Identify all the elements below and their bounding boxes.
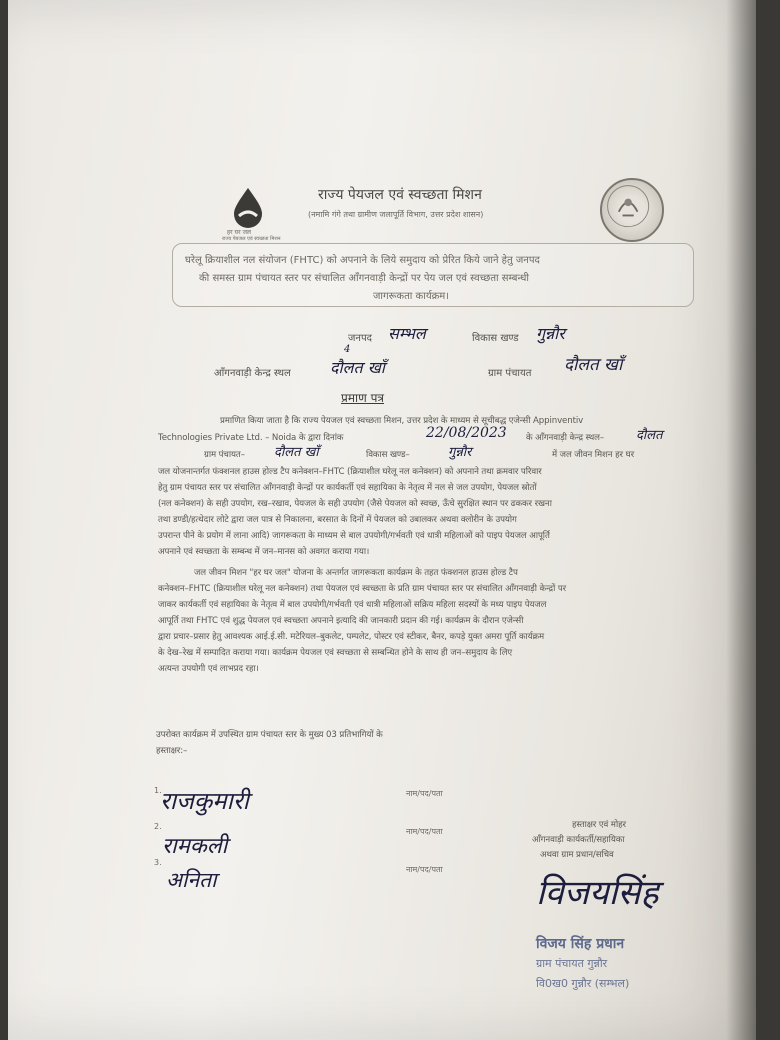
- banner-line-2: की समस्त ग्राम पंचायत स्तर पर संचालित आँगनवाड़ी केन्द्रों पर पेय जल एवं स्वच्छता सम्बन्धी: [199, 273, 530, 284]
- attendees-intro-2: हस्ताक्षर:–: [156, 746, 188, 756]
- para1-line-3: के आँगनवाड़ी केन्द्र स्थल–: [526, 433, 605, 443]
- para2-line-2: कनेक्शन–FHTC (क्रियाशील घरेलू नल कनेक्शन) तथा पेयजल एवं स्वच्छता के प्रति ग्राम पंचायत स्तर पर संचालित आँगनवाड़ी केन्द्रों पर: [158, 584, 567, 594]
- attendee-3-signature: अनिता: [166, 868, 217, 892]
- signatory-line-2: आँगनवाड़ी कार्यकर्ती/सहायिका: [532, 835, 625, 845]
- banner-line-1: घरेलू क्रियाशील नल संयोजन (FHTC) को अपनाने के लिये समुदाय को प्रेरित किये जाने हेतु जनपद: [185, 255, 540, 266]
- para1-date: 22/08/2023: [426, 425, 507, 441]
- signatory-signature: विजयसिंह: [536, 873, 659, 913]
- header-title: राज्य पेयजल एवं स्वच्छता मिशन: [318, 187, 482, 203]
- logo-caption-1: हर घर जल: [227, 229, 251, 236]
- para1-sthal: दौलत: [636, 428, 663, 443]
- para2-line-4: आपूर्ति तथा FHTC एवं शुद्ध पेयजल एवं स्वच्छता अपनाने इत्यादि की जानकारी प्रदान की गई। कार्यक्रम के दौरान एजेन्सी: [158, 616, 524, 626]
- para1-line-7: जल योजनान्तर्गत फंक्शनल हाउस होल्ड टैप कनेक्शन–FHTC (क्रियाशील घरेलू नल कनेक्शन) को अपनाने तथा क्रमवार परिवार: [158, 467, 542, 477]
- logo-caption-2: राज्य पेयजल एवं स्वच्छता मिशन: [222, 236, 281, 242]
- para1-line-10: तथा डण्डी/हत्थेदार लोटे द्वारा जल पात्र से निकालना, बरसात के दिनों में पेयजल को उबालकर अथवा क्लोरीन के उपयोग: [158, 515, 517, 525]
- banner-line-3: जागरूकता कार्यक्रम।: [373, 291, 450, 302]
- para2-line-5: द्वारा प्रचार–प्रसार हेतु आवश्यक आई.ई.सी. मटेरियल–बुकलेट, पम्पलेट, पोस्टर एवं स्टीकर, बैनर, कपड़े युक्त अमरा पूर्ति कार्यक्रम: [158, 632, 545, 642]
- up-government-emblem-icon: [600, 178, 664, 242]
- signatory-line-1: हस्ताक्षर एवं मोहर: [572, 820, 626, 830]
- janpad-value: सम्भल: [388, 324, 426, 343]
- attendee-3-num: 3.: [154, 858, 162, 867]
- para1-panchayat: दौलत खाँ: [274, 445, 319, 460]
- stamp-line-3: वि0ख0 गुन्नौर (सम्भल): [536, 977, 630, 990]
- attendee-2-signature: रामकली: [162, 834, 228, 859]
- attendee-3-caption: नाम/पद/पता: [406, 865, 443, 874]
- para1-line-4: ग्राम पंचायत–: [204, 450, 245, 460]
- aanganwadi-label: आँगनवाड़ी केन्द्र स्थल: [214, 368, 291, 379]
- para2-line-7: अत्यन्त उपयोगी एवं लाभप्रद रहा।: [158, 664, 259, 674]
- page-shadow: [726, 0, 756, 1040]
- document-title: प्रमाण पत्र: [341, 391, 385, 405]
- document-page: [8, 0, 756, 1040]
- para1-line-8: हेतु ग्राम पंचायत स्तर पर संचालित आँगनवाड़ी केन्द्रों पर कार्यकर्ती एवं सहायिका के नेतृत्व में नल से जल उपयोग, पेयजल स्रोतों: [158, 483, 537, 493]
- janpad-label: जनपद: [348, 333, 372, 344]
- gram-panchayat-value: दौलत खाँ: [564, 355, 623, 375]
- para1-line-5: विकास खण्ड–: [366, 450, 410, 460]
- aanganwadi-value: दौलत खाँ: [330, 358, 385, 377]
- para1-line-9: (नल कनेक्शन) के सही उपयोग, रख–रखाव, पेयजल के सही उपयोग (जैसे पेयजल को स्वच्छ, ऊँचे सुरक्षित स्थान पर ढककर रखना: [158, 499, 552, 509]
- attendee-1-num: 1.: [154, 786, 162, 795]
- attendee-1-signature: राजकुमारी: [160, 787, 249, 815]
- para1-line-1: प्रमाणित किया जाता है कि राज्य पेयजल एवं स्वच्छता मिशन, उत्तर प्रदेश के माध्यम से सूचीबद्ध एजेन्सी Appinventiv: [220, 416, 584, 426]
- aanganwadi-num: 4: [344, 344, 351, 355]
- attendee-2-num: 2.: [154, 822, 162, 831]
- para1-line-12: अपनाने एवं स्वच्छता के सम्बन्ध में जन–मानस को अवगत कराया गया।: [158, 547, 370, 557]
- gram-panchayat-label: ग्राम पंचायत: [488, 368, 532, 379]
- stamp-line-1: विजय सिंह प्रधान: [536, 936, 625, 952]
- para2-line-6: के देख–रेख में सम्पादित कराया गया। कार्यक्रम पेयजल एवं स्वच्छता से सम्बन्धित होने के साथ ही जन–समुदाय के लिए: [158, 648, 513, 658]
- header-subtitle: (नमामि गंगे तथा ग्रामीण जलापूर्ति विभाग, उत्तर प्रदेश शासन): [308, 210, 484, 219]
- program-banner: [172, 243, 694, 307]
- para1-khand: गुन्नौर: [448, 445, 472, 460]
- attendees-intro-1: उपरोक्त कार्यक्रम में उपस्थित ग्राम पंचायत स्तर के मुख्य 03 प्रतिभागियों के: [156, 730, 383, 740]
- attendee-2-caption: नाम/पद/पता: [406, 827, 443, 836]
- signatory-line-3: अथवा ग्राम प्रधान/सचिव: [540, 850, 614, 860]
- attendee-1-caption: नाम/पद/पता: [406, 789, 443, 798]
- para2-line-3: जाकर कार्यकर्ती एवं सहायिका के नेतृत्व में बाल उपयोगी/गर्भवती एवं धात्री महिलाओं सक्रिय महिला सदस्यों के मध्य पाइप पेयजल: [158, 600, 547, 610]
- para1-line-6: में जल जीवन मिशन हर घर: [552, 450, 635, 460]
- para2-line-1: जल जीवन मिशन "हर घर जल" योजना के अन्तर्गत जागरूकता कार्यक्रम के तहत फंक्शनल हाउस होल्ड टैप: [194, 568, 518, 578]
- vikas-khand-label: विकास खण्ड: [472, 333, 519, 344]
- stamp-line-2: ग्राम पंचायत गुन्नौर: [536, 957, 608, 970]
- vikas-khand-value: गुन्नौर: [536, 324, 565, 343]
- para1-line-11: उपरान्त पीने के प्रयोग में लाना आदि) जागरूकता के माध्यम से बाल उपयोगी/गर्भवती एवं धात्री महिलाओं को पाइप पेयजल आपूर्ति: [158, 531, 550, 541]
- para1-line-2: Technologies Private Ltd. – Noida के द्वारा दिनांक: [158, 433, 344, 443]
